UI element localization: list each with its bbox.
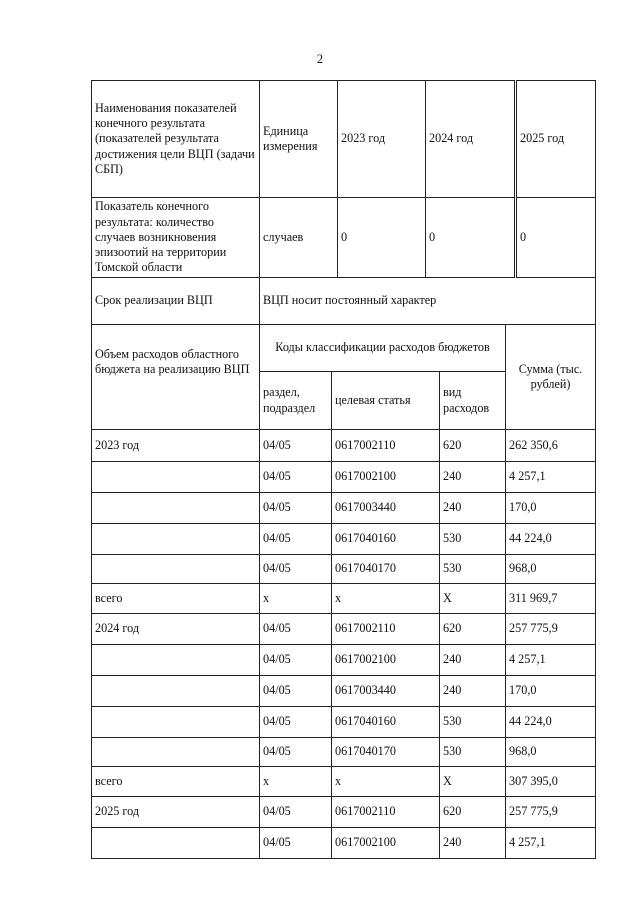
expenses-row bbox=[92, 828, 596, 859]
expenses-row bbox=[92, 584, 596, 614]
row-section: 04/05 bbox=[260, 493, 332, 524]
row-type: 530 bbox=[440, 707, 506, 738]
row-sum: 257 775,9 bbox=[506, 614, 596, 645]
expenses-row bbox=[92, 614, 596, 645]
col-type-header: вид расходов bbox=[440, 372, 506, 430]
row-label: 2024 год bbox=[92, 614, 260, 645]
expenses-row bbox=[92, 430, 596, 462]
expenses-row bbox=[92, 738, 596, 767]
row-sum: 257 775,9 bbox=[506, 797, 596, 828]
row-type: 530 bbox=[440, 555, 506, 584]
row-sum: 4 257,1 bbox=[506, 462, 596, 493]
expenses-label: Объем расходов областного бюджета на реализацию ВЦП bbox=[92, 325, 260, 430]
expenses-row bbox=[92, 462, 596, 493]
row-target: 0617003440 bbox=[332, 493, 440, 524]
expenses-row bbox=[92, 767, 596, 797]
expenses-header-row bbox=[92, 325, 596, 372]
row-target: 0617003440 bbox=[332, 676, 440, 707]
row-section: 04/05 bbox=[260, 614, 332, 645]
row-sum: 307 395,0 bbox=[506, 767, 596, 797]
row-section: 04/05 bbox=[260, 738, 332, 767]
header-year-2025: 2025 год bbox=[516, 81, 596, 198]
row-target: 0617040170 bbox=[332, 555, 440, 584]
row-sum: 170,0 bbox=[506, 676, 596, 707]
row-type: 240 bbox=[440, 493, 506, 524]
row-label bbox=[92, 828, 260, 859]
row-target: 0617040160 bbox=[332, 707, 440, 738]
row-target: 0617040160 bbox=[332, 524, 440, 555]
row-label: 2023 год bbox=[92, 430, 260, 462]
row-label bbox=[92, 524, 260, 555]
row-type: Х bbox=[440, 767, 506, 797]
row-target: х bbox=[332, 584, 440, 614]
row-section: 04/05 bbox=[260, 430, 332, 462]
row-label bbox=[92, 462, 260, 493]
indicator-value-2025: 0 bbox=[516, 198, 596, 278]
row-section: 04/05 bbox=[260, 645, 332, 676]
expenses-row bbox=[92, 707, 596, 738]
indicator-value-2024: 0 bbox=[426, 198, 516, 278]
indicator-row bbox=[92, 198, 596, 278]
indicators-header-row bbox=[92, 81, 596, 198]
sum-header: Сумма (тыс. рублей) bbox=[506, 325, 596, 430]
row-label: 2025 год bbox=[92, 797, 260, 828]
row-target: 0617040170 bbox=[332, 738, 440, 767]
expenses-row bbox=[92, 524, 596, 555]
expenses-row bbox=[92, 676, 596, 707]
row-sum: 968,0 bbox=[506, 555, 596, 584]
header-indicator-name: Наименования показателей конечного результата (показателей результата достижения цели ВЦП (задачи СБП) bbox=[92, 81, 260, 198]
term-row bbox=[92, 278, 596, 325]
row-type: 620 bbox=[440, 614, 506, 645]
row-label: всего bbox=[92, 767, 260, 797]
row-type: 240 bbox=[440, 462, 506, 493]
header-year-2023: 2023 год bbox=[338, 81, 426, 198]
row-sum: 968,0 bbox=[506, 738, 596, 767]
row-section: 04/05 bbox=[260, 524, 332, 555]
term-value: ВЦП носит постоянный характер bbox=[260, 278, 596, 325]
row-section: 04/05 bbox=[260, 797, 332, 828]
row-type: Х bbox=[440, 584, 506, 614]
row-type: 530 bbox=[440, 524, 506, 555]
term-label: Срок реализации ВЦП bbox=[92, 278, 260, 325]
indicator-name: Показатель конечного результата: количество случаев возникновения эпизоотий на территории Томской области bbox=[92, 198, 260, 278]
row-target: х bbox=[332, 767, 440, 797]
row-target: 0617002100 bbox=[332, 645, 440, 676]
row-label bbox=[92, 555, 260, 584]
row-type: 240 bbox=[440, 676, 506, 707]
row-section: 04/05 bbox=[260, 676, 332, 707]
row-label bbox=[92, 645, 260, 676]
indicator-unit: случаев bbox=[260, 198, 338, 278]
row-sum: 170,0 bbox=[506, 493, 596, 524]
expenses-table bbox=[91, 324, 596, 859]
row-type: 240 bbox=[440, 828, 506, 859]
row-sum: 262 350,6 bbox=[506, 430, 596, 462]
page-number: 2 bbox=[316, 52, 324, 66]
header-unit: Единица измерения bbox=[260, 81, 338, 198]
row-type: 620 bbox=[440, 797, 506, 828]
codes-header: Коды классификации расходов бюджетов bbox=[260, 325, 506, 372]
expenses-row bbox=[92, 493, 596, 524]
row-section: х bbox=[260, 584, 332, 614]
row-section: 04/05 bbox=[260, 707, 332, 738]
indicators-table bbox=[91, 80, 596, 325]
row-sum: 4 257,1 bbox=[506, 828, 596, 859]
expenses-row bbox=[92, 645, 596, 676]
row-target: 0617002110 bbox=[332, 797, 440, 828]
col-target-header: целевая статья bbox=[332, 372, 440, 430]
row-label: всего bbox=[92, 584, 260, 614]
row-section: 04/05 bbox=[260, 555, 332, 584]
row-target: 0617002100 bbox=[332, 828, 440, 859]
expenses-row bbox=[92, 797, 596, 828]
row-section: 04/05 bbox=[260, 462, 332, 493]
row-target: 0617002100 bbox=[332, 462, 440, 493]
row-sum: 311 969,7 bbox=[506, 584, 596, 614]
row-sum: 44 224,0 bbox=[506, 524, 596, 555]
row-type: 530 bbox=[440, 738, 506, 767]
row-sum: 4 257,1 bbox=[506, 645, 596, 676]
row-label bbox=[92, 493, 260, 524]
row-target: 0617002110 bbox=[332, 614, 440, 645]
indicator-value-2023: 0 bbox=[338, 198, 426, 278]
row-label bbox=[92, 676, 260, 707]
row-label bbox=[92, 707, 260, 738]
expenses-row bbox=[92, 555, 596, 584]
row-target: 0617002110 bbox=[332, 430, 440, 462]
row-sum: 44 224,0 bbox=[506, 707, 596, 738]
row-type: 620 bbox=[440, 430, 506, 462]
row-label bbox=[92, 738, 260, 767]
row-section: х bbox=[260, 767, 332, 797]
header-year-2024: 2024 год bbox=[426, 81, 516, 198]
row-section: 04/05 bbox=[260, 828, 332, 859]
row-type: 240 bbox=[440, 645, 506, 676]
col-section-header: раздел, подраздел bbox=[260, 372, 332, 430]
